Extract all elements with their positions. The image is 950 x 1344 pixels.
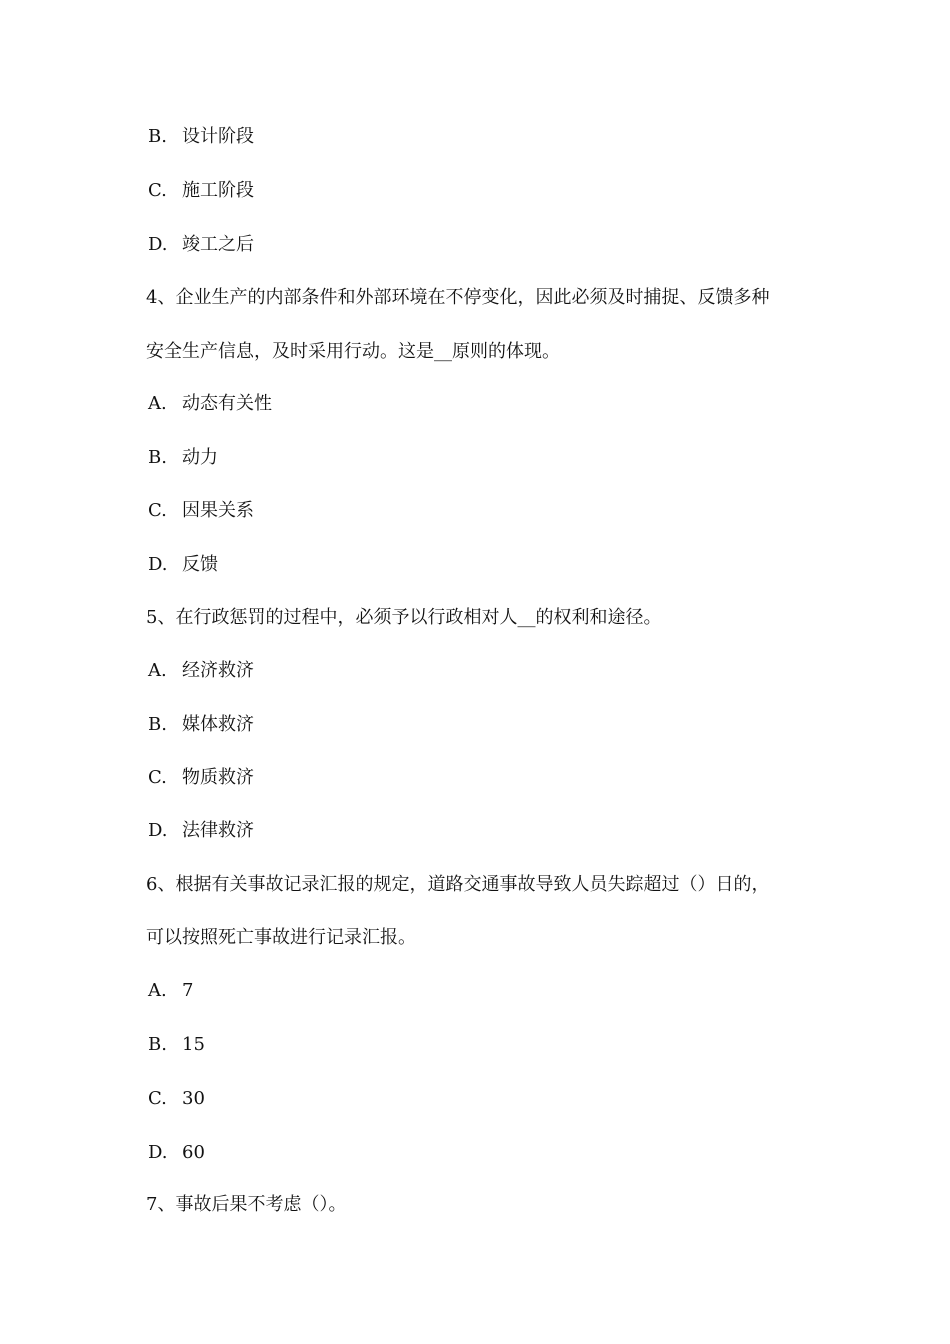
q4-stem-line1: 4、企业生产的内部条件和外部环境在不停变化，因此必须及时捕捉、反馈多种: [146, 287, 770, 308]
option-text: 因果关系: [182, 500, 254, 521]
q4-option-a: [148, 392, 272, 416]
q6-option-c: [148, 1087, 205, 1111]
q5-option-d: [148, 819, 254, 843]
q7-stem-line1: 7、事故后果不考虑（）。: [146, 1194, 347, 1215]
option-text: 经济救济: [182, 660, 254, 681]
option-key: D.: [148, 234, 168, 255]
q5-stem-line1: 5、在行政惩罚的过程中，必须予以行政相对人__的权利和途径。: [146, 607, 662, 628]
q3-option-d: [148, 233, 254, 257]
q6-option-b: [148, 1033, 205, 1057]
option-key: C.: [148, 1088, 167, 1109]
option-key: D.: [148, 820, 168, 841]
q5-option-c: [148, 766, 254, 790]
option-text: 动态有关性: [182, 393, 272, 414]
q5-option-a: [148, 659, 254, 683]
option-text: 反馈: [182, 554, 218, 575]
option-key: A.: [148, 980, 167, 1001]
q4-option-b: [148, 446, 218, 470]
option-key: B.: [148, 447, 167, 468]
q3-option-b: [148, 125, 254, 149]
q6-option-a: [148, 979, 193, 1003]
option-key: B.: [148, 1034, 167, 1055]
option-text: 30: [182, 1088, 205, 1109]
option-text: 7: [182, 980, 194, 1001]
option-key: C.: [148, 500, 167, 521]
option-text: 设计阶段: [182, 126, 254, 147]
option-text: 竣工之后: [182, 234, 254, 255]
option-text: 60: [182, 1142, 205, 1163]
option-text: 施工阶段: [182, 180, 254, 201]
option-text: 动力: [182, 447, 218, 468]
option-text: 媒体救济: [182, 714, 254, 735]
option-text: 物质救济: [182, 767, 254, 788]
option-key: D.: [148, 1142, 168, 1163]
option-key: C.: [148, 180, 167, 201]
option-text: 法律救济: [182, 820, 254, 841]
option-key: B.: [148, 126, 167, 147]
q4-option-c: [148, 499, 254, 523]
q4-option-d: [148, 553, 218, 577]
option-key: B.: [148, 714, 167, 735]
option-text: 15: [182, 1034, 205, 1055]
option-key: D.: [148, 554, 168, 575]
q6-stem-line2: 可以按照死亡事故进行记录汇报。: [146, 927, 416, 948]
option-key: A.: [148, 660, 167, 681]
q6-option-d: [148, 1141, 205, 1165]
option-key: A.: [148, 393, 167, 414]
q5-option-b: [148, 713, 254, 737]
q3-option-c: [148, 179, 254, 203]
q6-stem-line1: 6、根据有关事故记录汇报的规定，道路交通事故导致人员失踪超过（）日的，: [146, 874, 770, 895]
q4-stem-line2: 安全生产信息，及时采用行动。这是__原则的体现。: [146, 341, 560, 362]
option-key: C.: [148, 767, 167, 788]
